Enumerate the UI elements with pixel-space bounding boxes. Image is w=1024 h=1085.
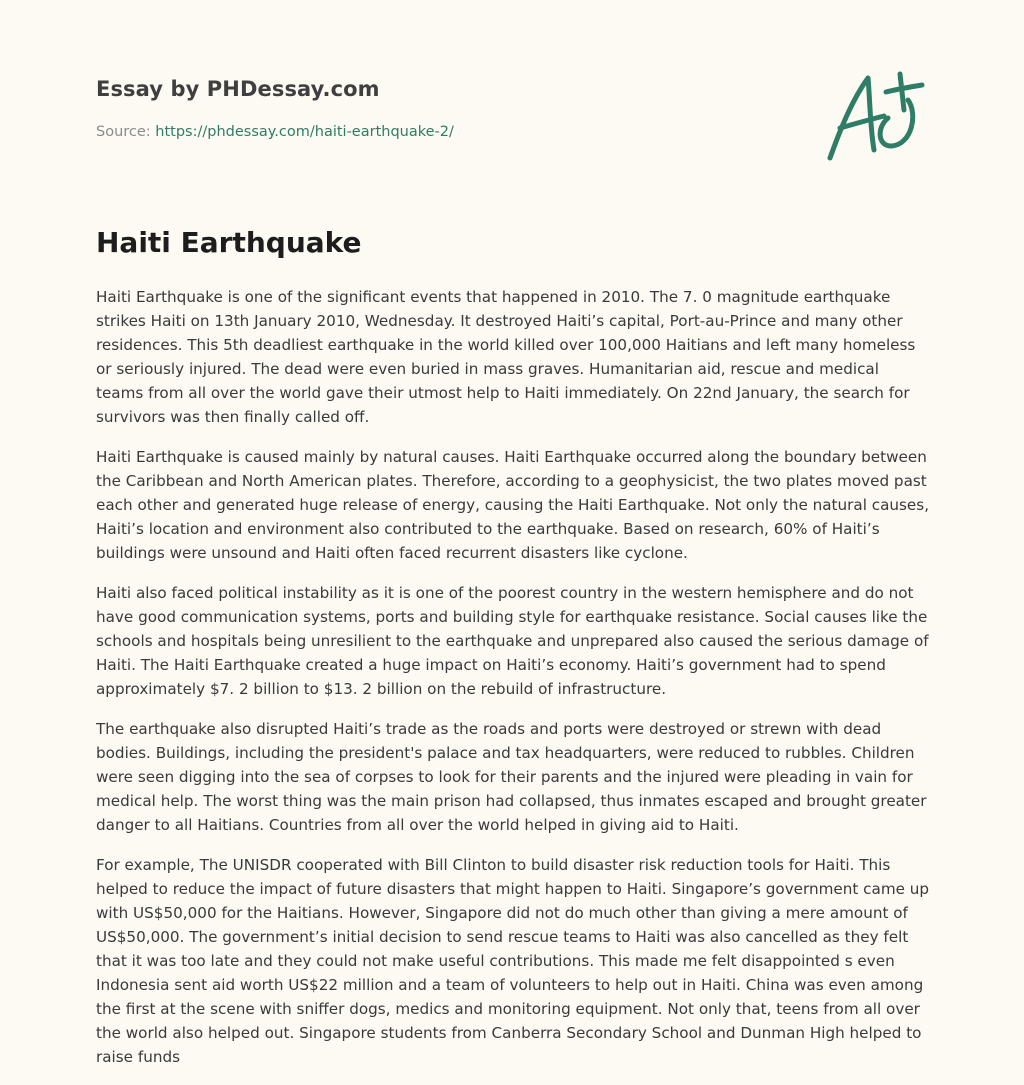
essay-body [96, 285, 930, 1085]
brand-title: Essay by PHDessay.com [96, 77, 380, 101]
source-label: Source: [96, 124, 156, 140]
paragraph: Haiti Earthquake is one of the significant events that happened in 2010. The 7. 0 magnitude earthquake strikes Haiti on 13th January 2010, Wednesday. It destroyed Haiti’s capital, Port-au-Prince and many other residences. This 5th deadliest earthquake in the world killed over 100,000 Haitians and left many homeless or seriously injured. The dead were even buried in mass graves. Humanitarian aid, rescue and medical teams from all over the world gave their utmost help to Haiti immediately. On 22nd January, the search for survivors was then finally called off. [96, 288, 916, 426]
source-line [96, 124, 454, 140]
paragraph: Haiti Earthquake is caused mainly by natural causes. Haiti Earthquake occurred along the boundary between the Caribbean and North American plates. Therefore, according to a geophysicist, the two plates moved past each other and generated huge release of energy, causing the Haiti Earthquake. Not only the natural causes, Haiti’s location and environment also contributed to the earthquake. Based on research, 60% of Haiti’s buildings were unsound and Haiti often faced recurrent disasters like cyclone. [96, 448, 930, 562]
site-header [96, 0, 928, 200]
paragraph: The earthquake also disrupted Haiti’s trade as the roads and ports were destroyed or strewn with dead bodies. Buildings, including the president's palace and tax headquarters, were reduced to rubbles. Children were seen digging into the sea of corpses to look for their parents and the injured were pleading in vain for medical help. The worst thing was the main prison had collapsed, thus inmates escaped and brought greater danger to all Haitians. Countries from all over the world helped in giving aid to Haiti. [96, 720, 927, 834]
page [96, 0, 930, 1066]
paragraph: For example, The UNISDR cooperated with Bill Clinton to build disaster risk reduction tools for Haiti. This helped to reduce the impact of future disasters that might happen to Haiti. Singapore’s government came up with US$50,000 for the Haitians. However, Singapore did not do much other than giving a mere amount of US$50,000. The government’s initial decision to send rescue teams to Haiti was also cancelled as they felt that it was too late and they could not make useful contributions. This made me felt disappointed s even Indonesia sent aid worth US$22 million and a team of volunteers to help out in Haiti. China was even among the first at the scene with sniffer dogs, medics and monitoring equipment. Not only that, teens from all over the world also helped out. Singapore students from Canberra Secondary School and Dunman High helped to raise funds [96, 856, 930, 1066]
essay-title: Haiti Earthquake [96, 226, 362, 259]
a-plus-grade-logo-icon [826, 70, 926, 162]
source-link[interactable]: https://phdessay.com/haiti-earthquake-2/ [155, 124, 454, 140]
paragraph: Haiti also faced political instability as it is one of the poorest country in the western hemisphere and do not have good communication systems, ports and building style for earthquake resistance. Social causes like the schools and hospitals being unresilient to the earthquake and unprepared also caused the serious damage of Haiti. The Haiti Earthquake created a huge impact on Haiti’s economy. Haiti’s government had to spend approximately $7. 2 billion to $13. 2 billion on the rebuild of infrastructure. [96, 584, 929, 698]
